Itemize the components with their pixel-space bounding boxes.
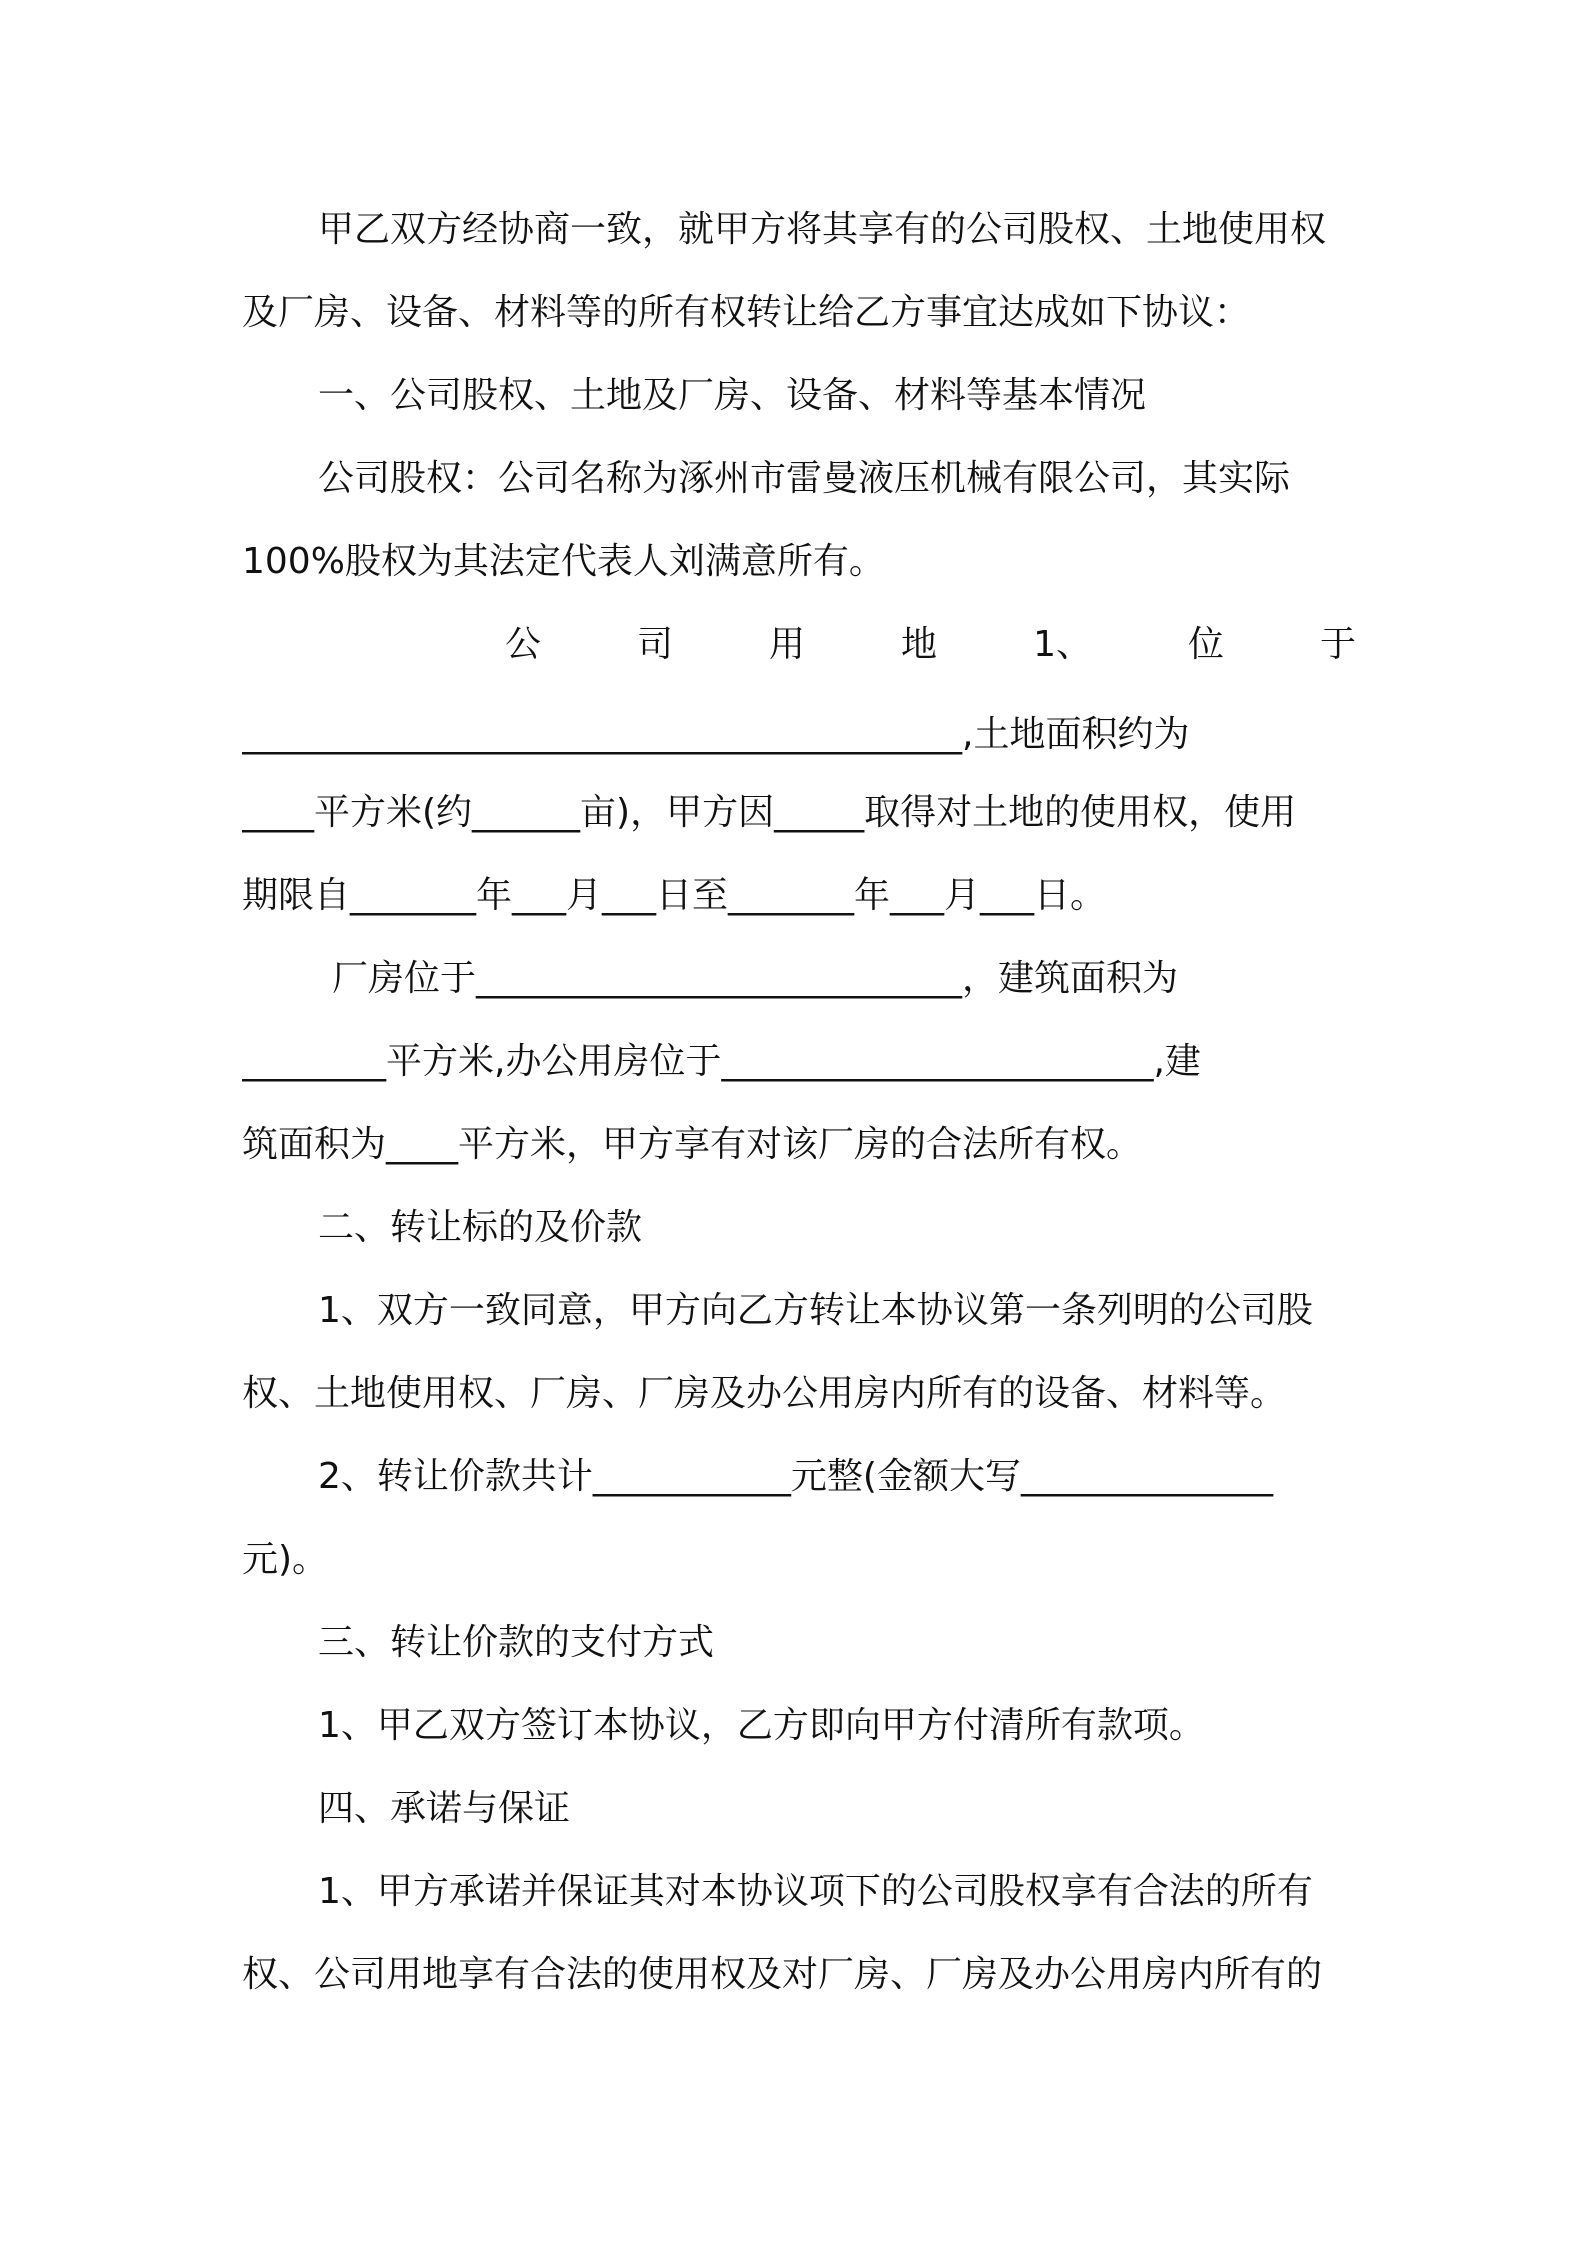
clause-2-2-line-1: 2、转让价款共计___________元整(金额大写______________ (318, 1456, 1273, 1497)
land-word: 位 (1187, 624, 1224, 665)
paragraph-intro-line-1: 甲乙双方经协商一致，就甲方将其享有的公司股权、土地使用权 (318, 209, 1327, 250)
paragraph-land-line-2: ________________________________________,土地面积约为 (242, 714, 1190, 755)
land-word: 用 (769, 624, 806, 665)
clause-2-1-line-2: 权、土地使用权、厂房、厂房及办公用房内所有的设备、材料等。 (242, 1373, 1287, 1414)
land-word: 地 (901, 624, 938, 665)
paragraph-equity-line-1: 公司股权：公司名称为涿州市雷曼液压机械有限公司，其实际 (318, 458, 1291, 499)
clause-3-1: 1、甲乙双方签订本协议，乙方即向甲方付清所有款项。 (318, 1705, 1205, 1746)
clause-2-2-line-2: 元)。 (242, 1539, 329, 1580)
clause-4-1-line-1: 1、甲方承诺并保证其对本协议项下的公司股权享有合法的所有 (318, 1871, 1313, 1912)
section-heading-4: 四、承诺与保证 (318, 1788, 571, 1829)
paragraph-plant-line-2: ________平方米,办公用房位于________________________,建 (242, 1041, 1201, 1082)
paragraph-plant-line-3: 筑面积为____平方米，甲方享有对该厂房的合法所有权。 (242, 1124, 1143, 1165)
land-word: 1、 (1033, 624, 1092, 665)
paragraph-plant-line-1: 厂房位于___________________________，建筑面积为 (332, 958, 1179, 999)
land-word: 公 (505, 624, 542, 665)
land-word: 于 (1319, 624, 1356, 665)
land-word: 司 (637, 624, 674, 665)
paragraph-land-line-3: ____平方米(约______亩)，甲方因_____取得对土地的使用权，使用 (242, 792, 1297, 833)
paragraph-land-line-1 (505, 623, 1356, 667)
section-heading-3: 三、转让价款的支付方式 (318, 1622, 715, 1663)
section-heading-1: 一、公司股权、土地及厂房、设备、材料等基本情况 (318, 375, 1147, 416)
section-heading-2: 二、转让标的及价款 (318, 1207, 643, 1248)
paragraph-intro-line-2: 及厂房、设备、材料等的所有权转让给乙方事宜达成如下协议： (242, 292, 1251, 333)
paragraph-equity-line-2: 100%股权为其法定代表人刘满意所有。 (242, 541, 885, 582)
clause-2-1-line-1: 1、双方一致同意，甲方向乙方转让本协议第一条列明的公司股 (318, 1290, 1313, 1331)
paragraph-land-line-4: 期限自_______年___月___日至_______年___月___日。 (242, 875, 1107, 916)
clause-4-1-line-2: 权、公司用地享有合法的使用权及对厂房、厂房及办公用房内所有的 (242, 1954, 1323, 1995)
